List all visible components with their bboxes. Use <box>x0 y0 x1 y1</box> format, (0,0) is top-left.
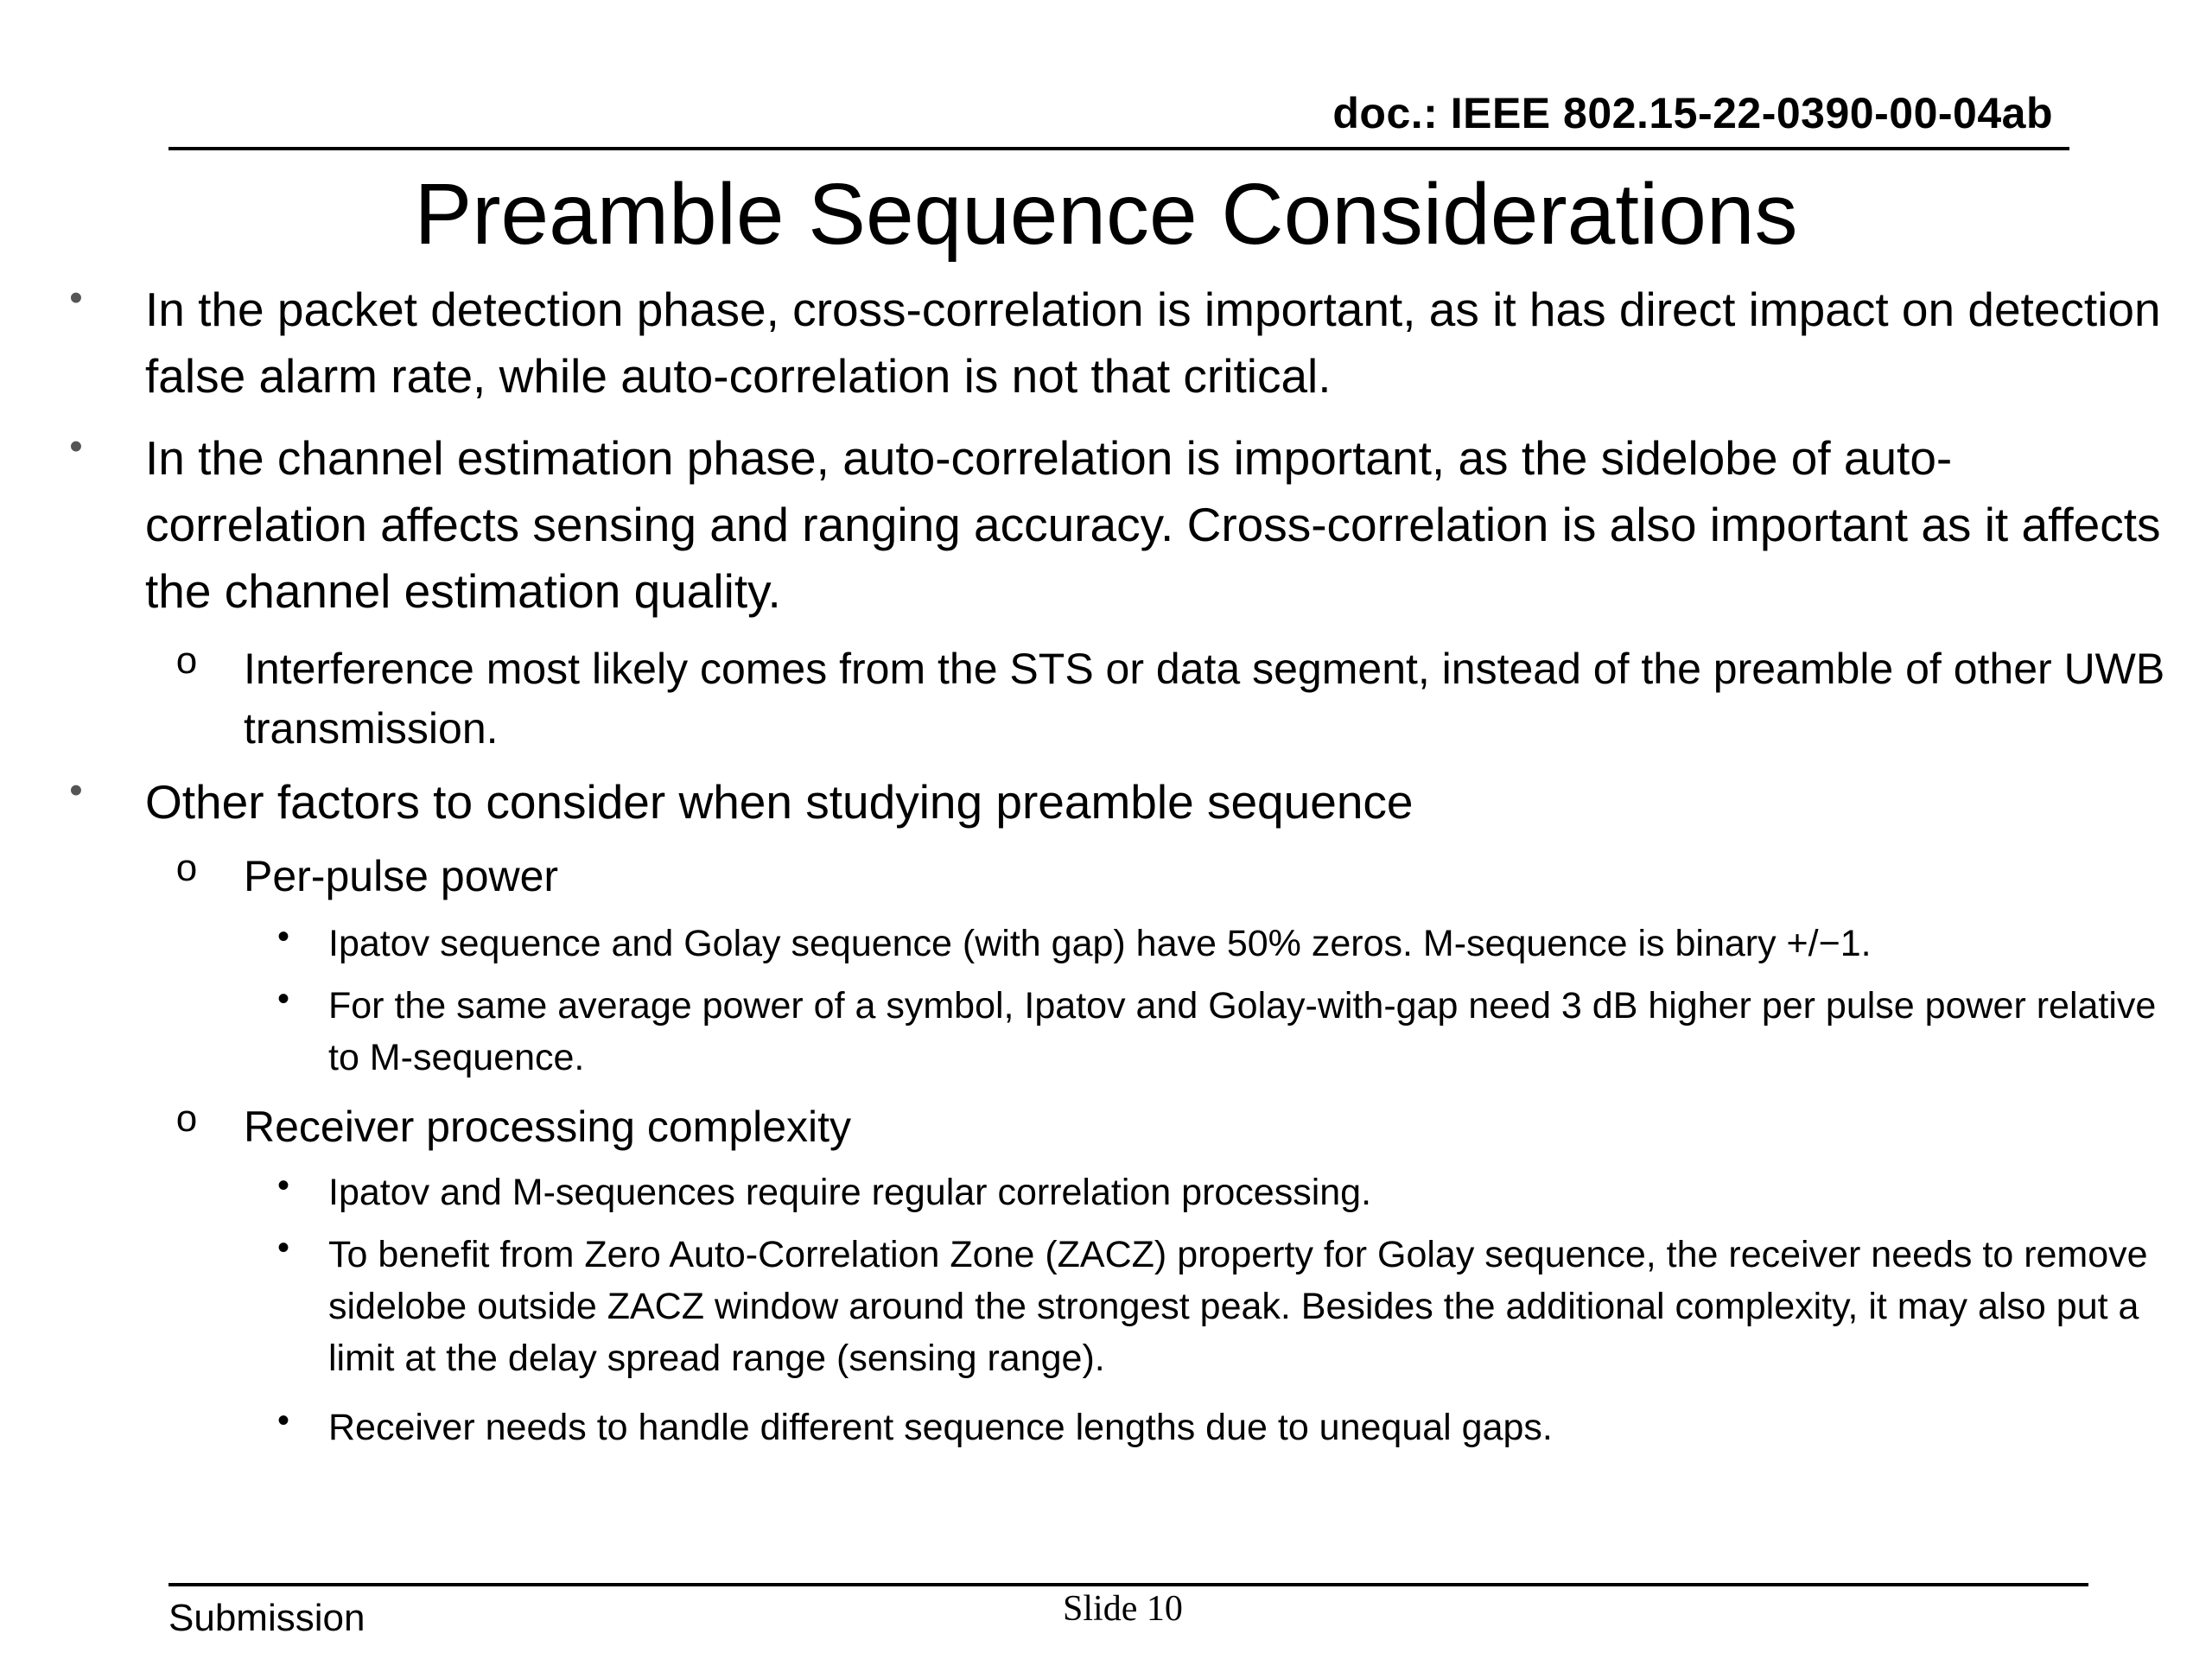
list-item-text: To benefit from Zero Auto-Correlation Zone (ZACZ) property for Golay sequence, the receiver needs to remove sidelobe outside ZACZ window around the strongest peak. Besides the additional complexity, it may also put a limit at the delay spread range (sensing range). <box>328 1234 2148 1379</box>
list-item-text: Ipatov sequence and Golay sequence (with gap) have 50% zeros. M-sequence is binary +/−1. <box>328 923 1872 964</box>
doc-id-header: doc.: IEEE 802.15-22-0390-00-04ab <box>1332 89 2053 137</box>
slide-number: Slide 10 <box>1063 1589 1183 1629</box>
bullet-dot-icon: • <box>69 276 83 319</box>
list-item-text: Receiver processing complexity <box>244 1103 852 1151</box>
list-item-text: Interference most likely comes from the STS or data segment, instead of the preamble of other UWB transmission. <box>244 645 2165 753</box>
list-item-text: Receiver needs to handle different sequence lengths due to unequal gaps. <box>328 1407 1553 1448</box>
footer-rule <box>168 1583 2088 1586</box>
bullet-circle-icon: o <box>175 1097 198 1140</box>
bullet-dot-icon: • <box>276 980 289 1018</box>
list-item-text: Per-pulse power <box>244 852 559 900</box>
bullet-dot-icon: • <box>69 769 83 811</box>
bullet-dot-icon: • <box>276 1402 289 1440</box>
bullet-circle-icon: o <box>175 639 198 682</box>
bullet-dot-icon: • <box>276 918 289 956</box>
header-rule <box>168 147 2069 150</box>
submission-label: Submission <box>168 1597 365 1639</box>
slide-title: Preamble Sequence Considerations <box>414 166 1798 263</box>
bullet-dot-icon: • <box>276 1166 289 1205</box>
list-item-text: In the packet detection phase, cross-correlation is important, as it has direct impact on detection false alarm rate, while auto-correlation is not that critical. <box>145 283 2161 403</box>
list-item-text: Ipatov and M-sequences require regular correlation processing. <box>328 1172 1372 1213</box>
list-item-text: For the same average power of a symbol, Ipatov and Golay-with-gap need 3 dB higher per pulse power relative to M-sequence. <box>328 985 2157 1078</box>
bullet-dot-icon: • <box>276 1229 289 1267</box>
list-item-text: Other factors to consider when studying preamble sequence <box>145 775 1414 829</box>
bullet-circle-icon: o <box>175 847 198 889</box>
bullet-dot-icon: • <box>69 425 83 467</box>
list-item-text: In the channel estimation phase, auto-correlation is important, as the sidelobe of auto-correlation affects sensing and ranging accuracy. Cross-correlation is also important as it affects the channel estimation quality. <box>145 431 2161 618</box>
